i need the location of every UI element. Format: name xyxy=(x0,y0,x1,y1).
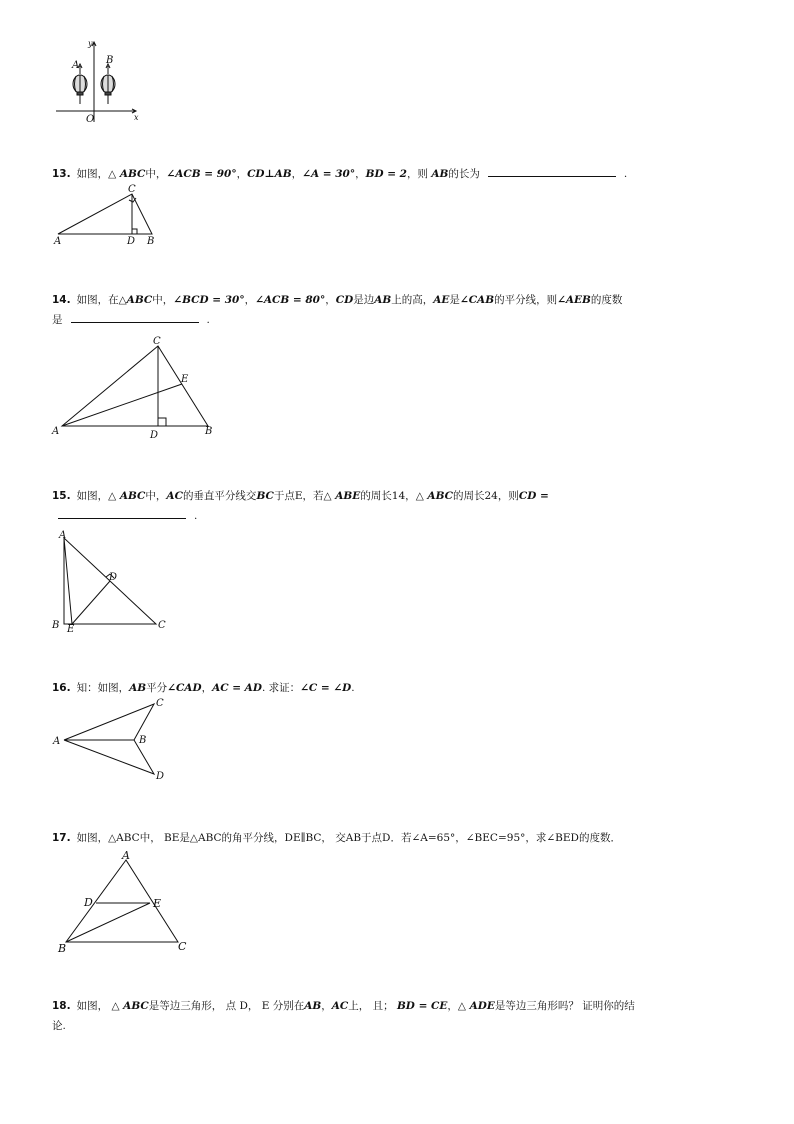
right-angle-mark-d xyxy=(132,229,137,234)
svg-text:C: C xyxy=(178,940,187,953)
question-number: 17. xyxy=(52,832,71,844)
y-axis-label: y xyxy=(88,39,93,48)
segment-ae xyxy=(64,538,72,624)
svg-text:C: C xyxy=(158,620,166,631)
perpendicular-bisector-de xyxy=(72,581,110,624)
lantern-b-label: B xyxy=(106,55,114,66)
question-14: 14. 如图，在△ABC中，∠BCD = 30°，∠ACB = 80°，CD是边AB上的高，AE是∠CAB的平分线，则∠AEB的度数 xyxy=(52,294,623,306)
svg-text:E: E xyxy=(67,624,75,635)
question-13: 13. 如图，△ ABC中，∠ACB = 90°，CD⊥AB，∠A = 30°，BD = 2，则 AB的长为 . xyxy=(52,164,627,184)
question-15-line-2: . xyxy=(58,506,197,526)
question-18-line-2: 论. xyxy=(52,1020,66,1032)
svg-text:C: C xyxy=(156,698,164,709)
question-18: 18. 如图， △ ABC是等边三角形， 点 D， E 分别在AB，AC上， 且； BD = CE，△ ADE是等边三角形吗？ 证明你的结 xyxy=(52,1000,635,1012)
answer-blank[interactable] xyxy=(58,506,186,519)
answer-blank[interactable] xyxy=(71,310,199,323)
svg-text:A: A xyxy=(59,530,67,541)
lantern-a-label: A xyxy=(72,60,80,71)
question-number: 16. xyxy=(52,682,71,694)
figure-q15 xyxy=(50,528,174,636)
figure-q17 xyxy=(52,848,198,956)
question-15: 15. 如图，△ ABC中，AC的垂直平分线交BC于点E，若△ ABE的周长14，△ ABC的周长24，则CD = xyxy=(52,490,549,502)
svg-text:A: A xyxy=(122,849,130,862)
svg-text:B: B xyxy=(58,942,67,955)
svg-text:D: D xyxy=(150,430,159,441)
answer-blank[interactable] xyxy=(488,164,616,177)
figure-q16 xyxy=(50,696,176,784)
svg-text:A: A xyxy=(53,736,61,747)
svg-text:A: A xyxy=(54,236,62,247)
figure-q14 xyxy=(50,334,220,442)
svg-text:A: A xyxy=(52,426,60,437)
svg-text:D: D xyxy=(84,896,93,909)
svg-text:D: D xyxy=(109,572,118,583)
question-number: 13. xyxy=(52,168,71,180)
figure-q13 xyxy=(50,182,170,248)
right-angle-mark-d xyxy=(158,418,166,426)
question-number: 14. xyxy=(52,294,71,306)
svg-text:D: D xyxy=(127,236,136,247)
question-number: 18. xyxy=(52,1000,71,1012)
triangle-abc xyxy=(62,346,208,426)
triangle-abc xyxy=(66,860,178,942)
lantern-b-icon xyxy=(101,64,115,104)
triangle-abc xyxy=(58,194,152,234)
svg-text:E: E xyxy=(181,374,189,385)
svg-text:C: C xyxy=(128,184,136,195)
origin-label: O xyxy=(86,114,95,125)
svg-text:C: C xyxy=(153,336,161,347)
question-16: 16. 知：如图，AB平分∠CAD，AC = AD. 求证：∠C = ∠D. xyxy=(52,682,355,694)
svg-text:B: B xyxy=(147,236,155,247)
question-number: 15. xyxy=(52,490,71,502)
svg-text:B: B xyxy=(52,620,60,631)
bisector-be xyxy=(66,903,150,942)
svg-text:B: B xyxy=(205,426,213,437)
svg-text:E: E xyxy=(153,897,162,910)
svg-text:B: B xyxy=(139,735,147,746)
figure-q12-lanterns xyxy=(52,36,152,128)
x-axis-label: x xyxy=(134,113,139,122)
bisector-ae xyxy=(62,384,182,426)
svg-text:D: D xyxy=(156,771,165,782)
question-17: 17. 如图，△ABC中， BE是△ABC的角平分线，DE∥BC， 交AB于点D．若∠A=65°，∠BEC=95°，求∠BED的度数． xyxy=(52,832,621,844)
question-14-line-2: 是 . xyxy=(52,310,210,330)
